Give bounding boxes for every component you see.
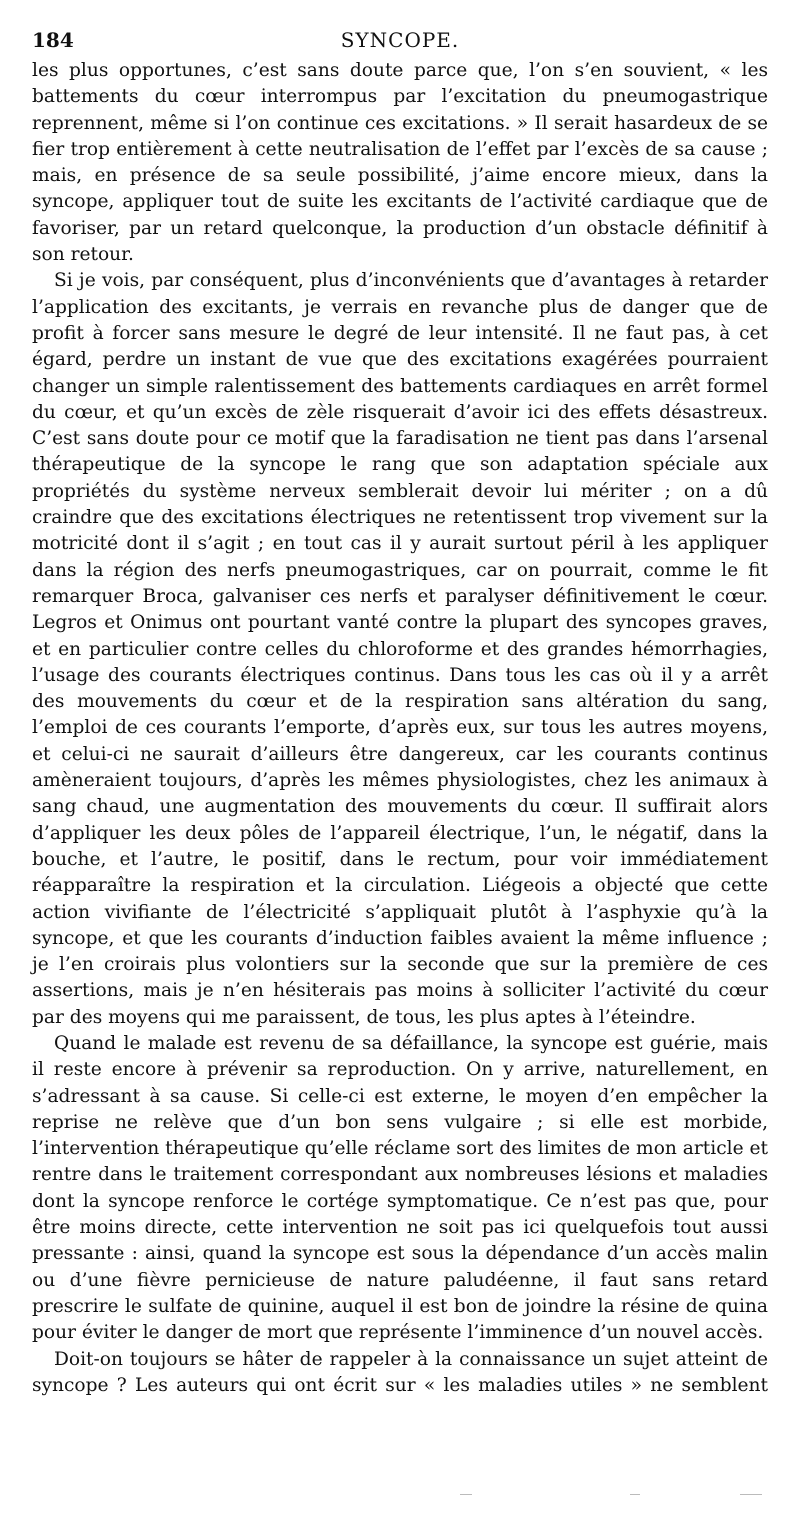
paragraph: les plus opportunes, c’est sans doute parce que, l’on s’en souvient, « les battements du cœur interrompus par l’excitation du pneumogastrique reprennent, même si l’on continue ces excitations. » Il serait hasardeux de se fier trop entièrement à cette neutralisation de l’effet par l’excès de sa cause ; mais, en présence de sa seule possibilité, j’aime encore mieux, dans la syncope, appliquer tout de suite les excitants de l’activité cardiaque que de favoriser, par un retard quelconque, la production d’un obstacle définitif à son retour. — [32, 60, 768, 266]
paragraph: Doit-on toujours se hâter de rappeler à la connaissance un sujet atteint de syncope ? Les auteurs qui ont écrit sur « les maladies utiles » ne semblent — [32, 1348, 768, 1396]
running-title: SYNCOPE. — [340, 28, 460, 52]
body-text — [32, 58, 768, 1399]
scan-mark — [740, 1494, 762, 1495]
book-page — [32, 28, 768, 1399]
scan-mark — [460, 1494, 472, 1495]
paragraph: Si je vois, par conséquent, plus d’inconvénients que d’avantages à retarder l’application des excitants, je verrais en revanche plus de danger que de profit à forcer sans mesure le degré de leur intensité. Il ne faut pas, à cet égard, perdre un instant de vue que des excitations exagérées pourraient changer un simple ralentissement des battements cardiaques en arrêt formel du cœur, et qu’un excès de zèle risquerait d’avoir ici des effets désastreux. C’est sans doute pour ce motif que la faradisation ne tient pas dans l’arsenal thérapeutique de la syncope le rang que son adaptation spéciale aux propriétés du système nerveux semblerait devoir lui mériter ; on a dû craindre que des excitations électriques ne retentissent trop vivement sur la motricité dont il s’agit ; en tout cas il y aurait surtout péril à les appliquer dans la région des nerfs pneumogastriques, car on pourrait, comme le fit remarquer Broca, galvaniser ces nerfs et paralyser définitivement le cœur. Legros et Onimus ont pourtant vanté contre la plupart des syncopes graves, et en particulier contre celles du chloroforme et des grandes hémorrhagies, l’usage des courants électriques continus. Dans tous les cas où il y a arrêt des mouvements du cœur et de la respiration sans altération du sang, l’emploi de ces courants l’emporte, d’après eux, sur tous les autres moyens, et celui-ci ne saurait d’ailleurs être dangereux, car les courants continus amèneraient toujours, d’après les mêmes physiologistes, chez les animaux à sang chaud, une augmentation des mouvements du cœur. Il suffirait alors d’appliquer les deux pôles de l’appareil électrique, l’un, le négatif, dans la bouche, et l’autre, le positif, dans le rectum, pour voir immédiatement réapparaître la respiration et la circulation. Liégeois a objecté que cette action vivifiante de l’électricité s’appliquait plutôt à l’asphyxie qu’à la syncope, et que les courants d’induction faibles avaient la même influence ; je l’en croirais plus volontiers sur la seconde que sur la première de ces assertions, mais je n’en hésiterais pas moins à solliciter l’activité du cœur par des moyens qui me paraissent, de tous, les plus aptes à l’éteindre. — [32, 270, 768, 1028]
page-header — [32, 28, 768, 58]
paragraph: Quand le malade est revenu de sa défaillance, la syncope est guérie, mais il reste encore à prévenir sa reproduction. On y arrive, naturellement, en s’adressant à sa cause. Si celle-ci est externe, le moyen d’en empêcher la reprise ne relève que d’un bon sens vulgaire ; si elle est morbide, l’intervention thérapeutique qu’elle réclame sort des limites de mon article et rentre dans le traitement correspondant aux nombreuses lésions et maladies dont la syncope renforce le cortége symptomatique. Ce n’est pas que, pour être moins directe, cette intervention ne soit pas ici quelquefois tout aussi pressante : ainsi, quand la syncope est sous la dépendance d’un accès malin ou d’une fièvre pernicieuse de nature paludéenne, il faut sans retard prescrire le sulfate de quinine, auquel il est bon de joindre la résine de quina pour éviter le danger de mort que représente l’imminence d’un nouvel accès. — [32, 1032, 768, 1344]
scan-mark — [630, 1494, 640, 1495]
page-edge-marks — [420, 1490, 780, 1500]
page-number: 184 — [32, 28, 74, 52]
